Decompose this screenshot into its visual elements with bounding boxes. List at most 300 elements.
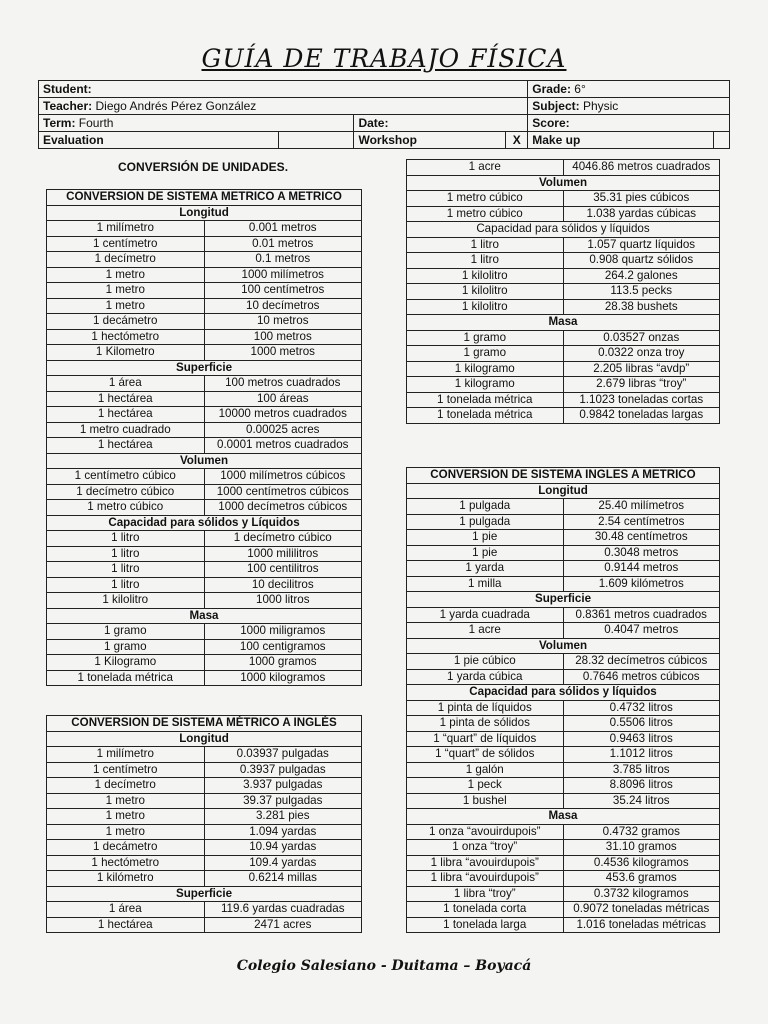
equivalent-cell: 30.48 centímetros — [563, 530, 720, 546]
category-row — [407, 222, 720, 238]
makeup-cell[interactable] — [528, 132, 714, 149]
category-row — [47, 515, 362, 531]
unit-cell: 1 tonelada larga — [407, 917, 564, 933]
equivalent-cell: 0.6214 millas — [204, 871, 362, 887]
equivalent-cell: 0.908 quartz sólidos — [563, 253, 720, 269]
evaluation-mark-cell[interactable] — [278, 132, 354, 149]
table-row — [47, 376, 362, 392]
equivalent-cell: 1.016 toneladas métricas — [563, 917, 720, 933]
unit-cell: 1 metro cuadrado — [47, 422, 205, 438]
table-row — [47, 546, 362, 562]
equivalent-cell: 1000 metros — [204, 345, 362, 361]
category-row — [407, 175, 720, 191]
score-label: Score: — [532, 115, 570, 130]
category-label: Volumen — [407, 175, 720, 191]
equivalent-cell: 1000 kilogramos — [204, 670, 362, 686]
unit-cell: 1 decímetro — [47, 252, 205, 268]
unit-cell: 1 pie — [407, 530, 564, 546]
unit-cell: 1 onza “avouirdupois” — [407, 824, 564, 840]
unit-cell: 1 kilolitro — [407, 299, 564, 315]
equivalent-cell: 0.0001 metros cuadrados — [204, 438, 362, 454]
unit-cell: 1 kilolitro — [47, 593, 205, 609]
equivalent-cell: 10000 metros cuadrados — [204, 407, 362, 423]
workshop-mark-cell[interactable] — [506, 132, 528, 149]
unit-cell: 1 litro — [407, 237, 564, 253]
table-row — [47, 840, 362, 856]
unit-cell: 1 metro — [47, 283, 205, 299]
unit-cell: 1 yarda cuadrada — [407, 607, 564, 623]
equivalent-cell: 0.01 metros — [204, 236, 362, 252]
unit-cell: 1 pulgada — [407, 499, 564, 515]
grade-cell[interactable] — [528, 81, 730, 98]
table-row — [47, 314, 362, 330]
unit-cell: 1 tonelada métrica — [407, 408, 564, 424]
category-label: Longitud — [407, 483, 720, 499]
equivalent-cell: 2.679 libras “troy” — [563, 377, 720, 393]
equivalent-cell: 0.4047 metros — [563, 623, 720, 639]
equivalent-cell: 1000 miligramos — [204, 624, 362, 640]
table-row — [407, 731, 720, 747]
table-heading: CONVERSION DE SISTEMA METRICO A METRICO — [47, 190, 362, 206]
student-cell[interactable] — [39, 81, 528, 98]
table-row — [47, 747, 362, 763]
evaluation-label: Evaluation — [43, 132, 104, 147]
table-metric-to-metric — [46, 189, 362, 686]
table-row — [407, 377, 720, 393]
grade-value: 6° — [574, 81, 586, 96]
unit-cell: 1 pinta de sólidos — [407, 716, 564, 732]
table-row — [407, 330, 720, 346]
equivalent-cell: 10.94 yardas — [204, 840, 362, 856]
equivalent-cell: 1.038 yardas cúbicas — [563, 206, 720, 222]
category-label: Masa — [47, 608, 362, 624]
equivalent-cell: 0.001 metros — [204, 221, 362, 237]
category-row — [47, 205, 362, 221]
unit-cell: 1 “quart” de líquidos — [407, 731, 564, 747]
table-row — [407, 700, 720, 716]
unit-cell: 1 tonelada métrica — [407, 392, 564, 408]
equivalent-cell: 109.4 yardas — [204, 855, 362, 871]
subject-cell[interactable] — [528, 98, 730, 115]
category-label: Masa — [407, 809, 720, 825]
unit-cell: 1 decímetro cúbico — [47, 484, 205, 500]
table-row — [47, 655, 362, 671]
equivalent-cell: 0.4536 kilogramos — [563, 855, 720, 871]
footer-school: Colegio Salesiano - Duitama – Boyacá — [236, 958, 532, 974]
unit-cell: 1 metro cúbico — [47, 500, 205, 516]
equivalent-cell: 1.609 kilómetros — [563, 576, 720, 592]
unit-cell: 1 kilolitro — [407, 268, 564, 284]
table-row — [47, 298, 362, 314]
equivalent-cell: 0.3937 pulgadas — [204, 762, 362, 778]
unit-cell: 1 metro cúbico — [407, 206, 564, 222]
unit-cell: 1 libra “avouirdupois” — [407, 871, 564, 887]
score-cell[interactable] — [528, 115, 730, 132]
category-label: Masa — [407, 315, 720, 331]
category-label: Capacidad para sólidos y Líquidos — [47, 515, 362, 531]
unit-cell: 1 hectómetro — [47, 329, 205, 345]
table-row — [47, 267, 362, 283]
table-english-to-metric — [406, 467, 720, 933]
header-row-student — [39, 81, 730, 98]
equivalent-cell: 0.3732 kilogramos — [563, 886, 720, 902]
category-row — [407, 685, 720, 701]
category-label: Capacidad para sólidos y líquidos — [407, 222, 720, 238]
table-row — [47, 469, 362, 485]
equivalent-cell: 4046.86 metros cuadrados — [563, 160, 720, 176]
unit-cell: 1 milímetro — [47, 221, 205, 237]
equivalent-cell: 2.205 libras “avdp” — [563, 361, 720, 377]
equivalent-cell: 113.5 pecks — [563, 284, 720, 300]
table-row — [47, 639, 362, 655]
equivalent-cell: 0.3048 metros — [563, 545, 720, 561]
unit-cell: 1 metro — [47, 824, 205, 840]
table-row — [407, 871, 720, 887]
table-row — [47, 484, 362, 500]
table-row — [407, 917, 720, 933]
header-row-term — [39, 115, 730, 132]
equivalent-cell: 10 decilitros — [204, 577, 362, 593]
unit-cell: 1 bushel — [407, 793, 564, 809]
category-row — [407, 592, 720, 608]
equivalent-cell: 100 centilitros — [204, 562, 362, 578]
unit-cell: 1 onza “troy” — [407, 840, 564, 856]
student-label: Student: — [43, 81, 92, 96]
table-row — [47, 221, 362, 237]
equivalent-cell: 0.7646 metros cúbicos — [563, 669, 720, 685]
term-value: Fourth — [78, 115, 114, 130]
equivalent-cell: 0.1 metros — [204, 252, 362, 268]
unit-cell: 1 tonelada métrica — [47, 670, 205, 686]
unit-cell: 1 metro — [47, 267, 205, 283]
unit-cell: 1 yarda — [407, 561, 564, 577]
table-row — [47, 577, 362, 593]
unit-cell: 1 pie — [407, 545, 564, 561]
table-row — [407, 253, 720, 269]
equivalent-cell: 3.281 pies — [204, 809, 362, 825]
table-row — [47, 809, 362, 825]
category-row — [407, 483, 720, 499]
table-row — [47, 531, 362, 547]
equivalent-cell: 0.4732 litros — [563, 700, 720, 716]
table-row — [47, 500, 362, 516]
subject-value: Physic — [582, 98, 619, 113]
table-row — [47, 902, 362, 918]
unit-cell: 1 tonelada corta — [407, 902, 564, 918]
table-row — [407, 824, 720, 840]
table-row — [47, 793, 362, 809]
unit-cell: 1 galón — [407, 762, 564, 778]
unit-cell: 1 kilolitro — [407, 284, 564, 300]
table-row — [407, 268, 720, 284]
unit-cell: 1 kilogramo — [407, 377, 564, 393]
table-row — [407, 237, 720, 253]
table-row — [407, 886, 720, 902]
table-row — [47, 391, 362, 407]
equivalent-cell: 100 centigramos — [204, 639, 362, 655]
equivalent-cell: 10 decímetros — [204, 298, 362, 314]
unit-cell: 1 milla — [407, 576, 564, 592]
unit-cell: 1 litro — [47, 562, 205, 578]
unit-cell: 1 área — [47, 902, 205, 918]
table-row — [407, 716, 720, 732]
unit-cell: 1 metro — [47, 809, 205, 825]
makeup-mark-cell[interactable] — [713, 132, 729, 149]
equivalent-cell: 1000 milímetros cúbicos — [204, 469, 362, 485]
equivalent-cell: 1000 litros — [204, 593, 362, 609]
table-row — [47, 624, 362, 640]
table-row — [47, 438, 362, 454]
equivalent-cell: 28.32 decímetros cúbicos — [563, 654, 720, 670]
table-row — [47, 824, 362, 840]
equivalent-cell: 0.03527 onzas — [563, 330, 720, 346]
unit-cell: 1 acre — [407, 623, 564, 639]
unit-cell: 1 pinta de líquidos — [407, 700, 564, 716]
teacher-label: Teacher: — [43, 98, 93, 113]
unit-cell: 1 Kilometro — [47, 345, 205, 361]
table-row — [407, 902, 720, 918]
equivalent-cell: 1000 milímetros — [204, 267, 362, 283]
equivalent-cell: 0.8361 metros cuadrados — [563, 607, 720, 623]
unit-cell: 1 yarda cúbica — [407, 669, 564, 685]
page-title: GUÍA DE TRABAJO FÍSICA — [201, 44, 567, 73]
unit-cell: 1 gramo — [47, 639, 205, 655]
equivalent-cell: 100 metros — [204, 329, 362, 345]
table-row — [47, 670, 362, 686]
unit-cell: 1 decímetro — [47, 778, 205, 794]
unit-cell: 1 kilogramo — [407, 361, 564, 377]
table-row — [407, 576, 720, 592]
table-row — [47, 252, 362, 268]
equivalent-cell: 0.9842 toneladas largas — [563, 408, 720, 424]
header-row-teacher — [39, 98, 730, 115]
unit-cell: 1 libra “avouirdupois” — [407, 855, 564, 871]
table-row — [407, 778, 720, 794]
table-heading: CONVERSION DE SISTEMA INGLES A METRICO — [407, 468, 720, 484]
unit-cell: 1 peck — [407, 778, 564, 794]
unit-cell: 1 pulgada — [407, 514, 564, 530]
equivalent-cell: 1000 centímetros cúbicos — [204, 484, 362, 500]
equivalent-cell: 100 áreas — [204, 391, 362, 407]
grade-label: Grade: — [532, 81, 571, 96]
term-label: Term: — [43, 115, 76, 130]
table-row — [47, 778, 362, 794]
equivalent-cell: 1.1012 litros — [563, 747, 720, 763]
table-row — [47, 871, 362, 887]
evaluation-cell[interactable] — [39, 132, 279, 149]
table-row — [407, 408, 720, 424]
unit-cell: 1 litro — [47, 577, 205, 593]
category-row — [407, 638, 720, 654]
equivalent-cell: 10 metros — [204, 314, 362, 330]
table-row — [47, 593, 362, 609]
table-row — [407, 514, 720, 530]
category-row — [47, 886, 362, 902]
equivalent-cell: 28.38 bushets — [563, 299, 720, 315]
subject-label: Subject: — [532, 98, 580, 113]
table-row — [407, 561, 720, 577]
category-row — [407, 809, 720, 825]
table-row — [407, 191, 720, 207]
equivalent-cell: 0.9144 metros — [563, 561, 720, 577]
unit-cell: 1 centímetro — [47, 236, 205, 252]
equivalent-cell: 0.00025 acres — [204, 422, 362, 438]
table-row — [407, 392, 720, 408]
equivalent-cell: 31.10 gramos — [563, 840, 720, 856]
header-row-evaluation — [39, 132, 730, 149]
table-row — [407, 607, 720, 623]
category-label: Superficie — [47, 360, 362, 376]
teacher-value: Diego Andrés Pérez González — [95, 98, 257, 113]
table-row — [407, 284, 720, 300]
equivalent-cell: 3.937 pulgadas — [204, 778, 362, 794]
unit-cell: 1 libra “troy” — [407, 886, 564, 902]
table-row — [47, 855, 362, 871]
equivalent-cell: 0.4732 gramos — [563, 824, 720, 840]
table-row — [407, 747, 720, 763]
category-label: Volumen — [407, 638, 720, 654]
equivalent-cell: 1000 decímetros cúbicos — [204, 500, 362, 516]
unit-cell: 1 “quart” de sólidos — [407, 747, 564, 763]
table-heading-row — [47, 190, 362, 206]
unit-cell: 1 metro cúbico — [407, 191, 564, 207]
unit-cell: 1 litro — [407, 253, 564, 269]
teacher-cell[interactable] — [39, 98, 528, 115]
equivalent-cell: 1 decímetro cúbico — [204, 531, 362, 547]
category-row — [47, 453, 362, 469]
unit-cell: 1 centímetro — [47, 762, 205, 778]
equivalent-cell: 0.9463 litros — [563, 731, 720, 747]
unit-cell: 1 milímetro — [47, 747, 205, 763]
table-metric-to-english-continued — [406, 159, 720, 424]
equivalent-cell: 1.094 yardas — [204, 824, 362, 840]
unit-cell: 1 kilómetro — [47, 871, 205, 887]
equivalent-cell: 0.03937 pulgadas — [204, 747, 362, 763]
unit-cell: 1 gramo — [47, 624, 205, 640]
category-row — [47, 360, 362, 376]
table-row — [407, 654, 720, 670]
workshop-mark: X — [512, 132, 521, 147]
unit-cell: 1 metro — [47, 793, 205, 809]
table-row — [47, 329, 362, 345]
unit-cell: 1 hectárea — [47, 438, 205, 454]
table-metric-to-english — [46, 715, 362, 933]
table-row — [407, 669, 720, 685]
table-row — [407, 206, 720, 222]
table-row — [47, 236, 362, 252]
equivalent-cell: 2471 acres — [204, 917, 362, 933]
equivalent-cell: 0.9072 toneladas métricas — [563, 902, 720, 918]
unit-cell: 1 gramo — [407, 346, 564, 362]
table-heading-row — [407, 468, 720, 484]
unit-cell: 1 decámetro — [47, 840, 205, 856]
table-row — [47, 422, 362, 438]
table-row — [407, 299, 720, 315]
table-row — [407, 160, 720, 176]
equivalent-cell: 35.31 pies cúbicos — [563, 191, 720, 207]
section-title: CONVERSIÓN DE UNIDADES. — [118, 160, 289, 174]
equivalent-cell: 1.1023 toneladas cortas — [563, 392, 720, 408]
table-row — [407, 361, 720, 377]
unit-cell: 1 área — [47, 376, 205, 392]
date-label: Date: — [358, 115, 389, 130]
unit-cell: 1 litro — [47, 546, 205, 562]
table-row — [407, 346, 720, 362]
equivalent-cell: 100 centímetros — [204, 283, 362, 299]
unit-cell: 1 metro — [47, 298, 205, 314]
table-heading: CONVERSION DE SISTEMA MÉTRICO A INGLÉS — [47, 716, 362, 732]
table-row — [407, 623, 720, 639]
table-row — [407, 840, 720, 856]
equivalent-cell: 119.6 yardas cuadradas — [204, 902, 362, 918]
table-row — [47, 917, 362, 933]
equivalent-cell: 8.8096 litros — [563, 778, 720, 794]
unit-cell: 1 pie cúbico — [407, 654, 564, 670]
category-row — [47, 731, 362, 747]
equivalent-cell: 3.785 litros — [563, 762, 720, 778]
equivalent-cell: 0.0322 onza troy — [563, 346, 720, 362]
category-label: Longitud — [47, 731, 362, 747]
category-label: Superficie — [47, 886, 362, 902]
unit-cell: 1 hectárea — [47, 407, 205, 423]
category-label: Superficie — [407, 592, 720, 608]
table-row — [407, 855, 720, 871]
table-row — [47, 562, 362, 578]
equivalent-cell: 264.2 galones — [563, 268, 720, 284]
unit-cell: 1 hectárea — [47, 917, 205, 933]
unit-cell: 1 Kilogramo — [47, 655, 205, 671]
category-label: Capacidad para sólidos y líquidos — [407, 685, 720, 701]
table-row — [47, 762, 362, 778]
category-label: Volumen — [47, 453, 362, 469]
table-row — [47, 345, 362, 361]
equivalent-cell: 1000 gramos — [204, 655, 362, 671]
equivalent-cell: 100 metros cuadrados — [204, 376, 362, 392]
table-row — [47, 283, 362, 299]
equivalent-cell: 25.40 milímetros — [563, 499, 720, 515]
category-row — [47, 608, 362, 624]
table-row — [47, 407, 362, 423]
table-row — [407, 762, 720, 778]
category-row — [407, 315, 720, 331]
workshop-label: Workshop — [358, 132, 417, 147]
unit-cell: 1 acre — [407, 160, 564, 176]
table-heading-row — [47, 716, 362, 732]
equivalent-cell: 2.54 centímetros — [563, 514, 720, 530]
makeup-label: Make up — [532, 132, 581, 147]
term-cell[interactable] — [39, 115, 354, 132]
table-row — [407, 793, 720, 809]
equivalent-cell: 1000 mililitros — [204, 546, 362, 562]
unit-cell: 1 litro — [47, 531, 205, 547]
equivalent-cell: 35.24 litros — [563, 793, 720, 809]
equivalent-cell: 453.6 gramos — [563, 871, 720, 887]
unit-cell: 1 decámetro — [47, 314, 205, 330]
table-row — [407, 530, 720, 546]
unit-cell: 1 gramo — [407, 330, 564, 346]
student-info-table — [38, 80, 730, 149]
equivalent-cell: 39.37 pulgadas — [204, 793, 362, 809]
equivalent-cell: 0.5506 litros — [563, 716, 720, 732]
unit-cell: 1 hectárea — [47, 391, 205, 407]
table-row — [407, 545, 720, 561]
unit-cell: 1 hectómetro — [47, 855, 205, 871]
equivalent-cell: 1.057 quartz líquidos — [563, 237, 720, 253]
table-row — [407, 499, 720, 515]
date-cell[interactable] — [354, 115, 528, 132]
unit-cell: 1 centímetro cúbico — [47, 469, 205, 485]
workshop-cell[interactable] — [354, 132, 506, 149]
